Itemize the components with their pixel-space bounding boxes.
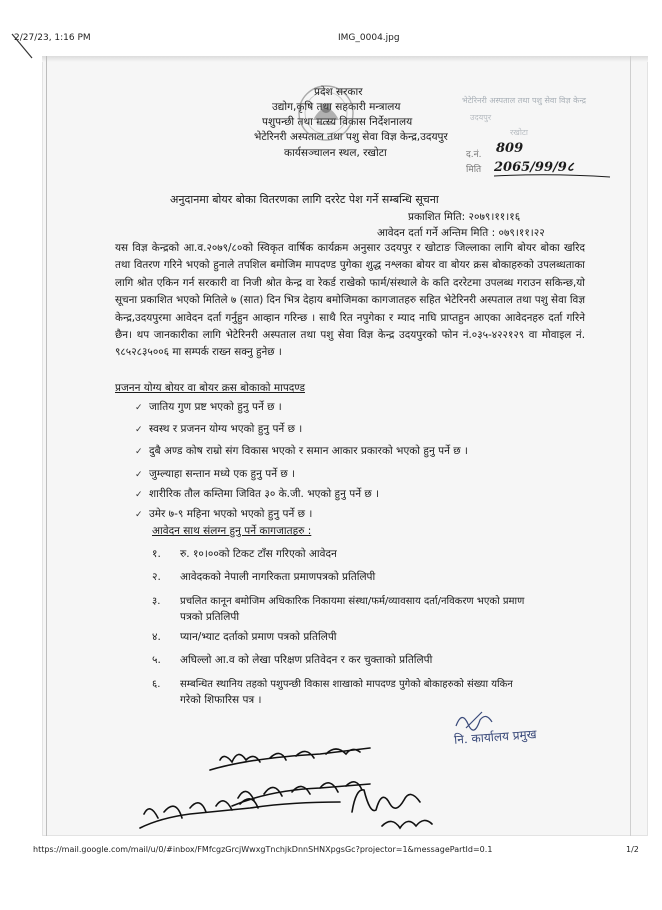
dartā-number: 809: [496, 141, 524, 156]
letterhead-line2: उद्योग,कृषि तथा सहकारी मन्त्रालय: [272, 101, 401, 113]
dartā-label: द.नं.: [466, 150, 482, 160]
print-timestamp: 2/27/23, 1:16 PM: [14, 33, 91, 43]
document-item: ४. प्यान/भ्याट दर्ताको प्रमाण पत्रको प्रतिलिपी: [152, 631, 337, 643]
miti-value: 2065/99/9८: [494, 160, 574, 175]
stamp-underline: [492, 171, 622, 181]
print-page-number: 1/2: [626, 845, 639, 854]
criteria-item: ✓ जुम्ल्याहा सन्तान मध्ये एक हुनु पर्ने छ ।: [135, 468, 296, 480]
criteria-item: ✓ उमेर ७-९ महिना भएको भएको हुनु पर्ने छ ।: [135, 508, 313, 520]
received-stamp-title: भेटेरिनरी अस्पताल तथा पशु सेवा विज्ञ केन्द्र: [462, 96, 587, 105]
document-item: २. आवेदकको नेपाली नागरिकता प्रमाणपत्रको प्रतिलिपी: [152, 571, 376, 583]
checkmark-icon: ✓: [135, 403, 143, 413]
criteria-heading: प्रजनन योग्य बोयर वा बोयर क्रस बोकाको मापदण्ड: [115, 382, 305, 394]
checkmark-icon: ✓: [135, 425, 143, 435]
print-header: [0, 33, 662, 47]
letterhead-line4: भेटेरिनरी अस्पताल तथा पशु सेवा विज्ञ केन्द्र,उदयपुर: [254, 131, 448, 143]
page-edge-left: [46, 56, 47, 836]
application-deadline: आवेदन दर्ता गर्ने अन्तिम मिति : ०७९।११।२२: [377, 227, 545, 239]
letterhead-line3: पशुपन्छी तथा मत्स्य विकास निर्देशनालय: [262, 116, 413, 128]
criteria-item: ✓ शारीरिक तौल कम्तिमा जिवित ३० के.जी. भएको हुनु पर्ने छ ।: [135, 488, 380, 500]
print-url: https://mail.google.com/mail/u/0/#inbox/FMfcgzGrcjWwxgTnchjkDnnSHNXpgsGc?projector=1&messagePartId=0.1: [33, 845, 493, 854]
checkmark-icon: ✓: [135, 490, 143, 500]
office-chief-label: नि. कार्यालय प्रमुख: [453, 727, 537, 747]
notice-title: अनुदानमा बोयर बोका वितरणका लागि दररेट पेश गर्ने सम्बन्धि सूचना: [170, 193, 439, 206]
criteria-item: ✓ जातिय गुण प्रष्ट भएको हुनु पर्ने छ ।: [135, 401, 282, 413]
criteria-item: ✓ दुबै अण्ड कोष राम्रो संग विकास भएको र समान आकार प्रकारको भएको हुनु पर्ने छ ।: [135, 445, 468, 457]
document-item-continued: पत्रको प्रतिलिपी: [180, 611, 240, 623]
page-edge-right: [630, 56, 631, 836]
criteria-item: ✓ स्वस्थ र प्रजनन योग्य भएको हुनु पर्ने छ ।: [135, 423, 303, 435]
documents-heading: आवेदन साथ संलग्न हुनु पर्ने कागजातहरु :: [152, 525, 312, 537]
document-item: ६. सम्बन्धित स्थानिय तहको पशुपन्छी विकास शाखाको मापदण्ड पुगेको बोकाहरुको संख्या यकिन: [152, 679, 513, 690]
checkmark-icon: ✓: [135, 470, 143, 480]
nepal-emblem-seal: [295, 82, 357, 144]
document-item-continued: गरेको शिफारिस पत्र ।: [180, 694, 262, 706]
letterhead-line1: प्रदेश सरकार: [314, 86, 363, 98]
received-stamp-line3: रखोटा: [510, 128, 528, 137]
document-item: १. रु. १०।००को टिकट टाँस गरिएको आवेदन: [152, 548, 337, 560]
miti-label: मिति: [466, 165, 482, 175]
corner-fold-mark: [10, 32, 40, 62]
checkmark-icon: ✓: [135, 510, 143, 520]
handwritten-receipt-notes: [120, 718, 470, 848]
published-date: प्रकाशित मिति: २०७९।११।१६: [408, 211, 521, 223]
letterhead-line5: कार्यसञ्चालन स्थल, रखोटा: [284, 147, 387, 159]
received-stamp-line2: उदयपुर: [470, 113, 492, 122]
page-edge-top: [42, 56, 648, 62]
document-item: ५. अघिल्लो आ.व को लेखा परिक्षण प्रतिवेदन र कर चुक्ताको प्रतिलिपी: [152, 654, 433, 666]
document-item: ३. प्रचलित कानून बमोजिम अधिकारिक निकायमा संस्था/फर्म/व्यावसाय दर्ता/नविकरण भएको प्रमाण: [152, 596, 525, 607]
print-filename: IMG_0004.jpg: [338, 33, 400, 43]
checkmark-icon: ✓: [135, 447, 143, 457]
notice-body: यस विज्ञ केन्द्रको आ.व.२०७९/८०को स्विकृत वार्षिक कार्यक्रम अनुसार उदयपुर र खोटाङ जिल्लाका लागि बोयर बोका खरिद तथा वितरण गरिने भएको हुनाले तपशिल बमोजिम मापदण्ड पुगेका शुद्ध नश्लका बोयर वा बोयर क्रस बोकाहरुको उपलब्धताका लागि श्रोत एकिन गर्न सरकारी वा निजी श्रोत केन्द्र वा रेकर्ड राखेको फार्म/संस्थाले के कति दररेटमा उपलब्ध गराउन सकिन्छ,यो सूचना प्रकाशित भएको मितिले ७ (सात) दिन भित्र देहाय बमोजिमका कागजातहरु सहित भेटेरिनरी अस्पताल तथा पशु सेवा विज्ञ केन्द्र,उदयपुरमा आवेदन दर्ता गर्नुहुन आव्हान गरिन्छ । साथै रित नपुगेका र म्याद नाघि प्राप्तहुन आएका आवेदनहरु दर्ता गरिने छैन। थप जानकारीका लागि भेटेरिनरी अस्पताल तथा पशु सेवा विज्ञ केन्द्र उदयपुरको फोन नं.०३५-४२२१२९ वा मोवाइल नं. ९८५२८३५००६ मा सम्पर्क राख्न सक्नु हुनेछ ।: [115, 242, 585, 359]
